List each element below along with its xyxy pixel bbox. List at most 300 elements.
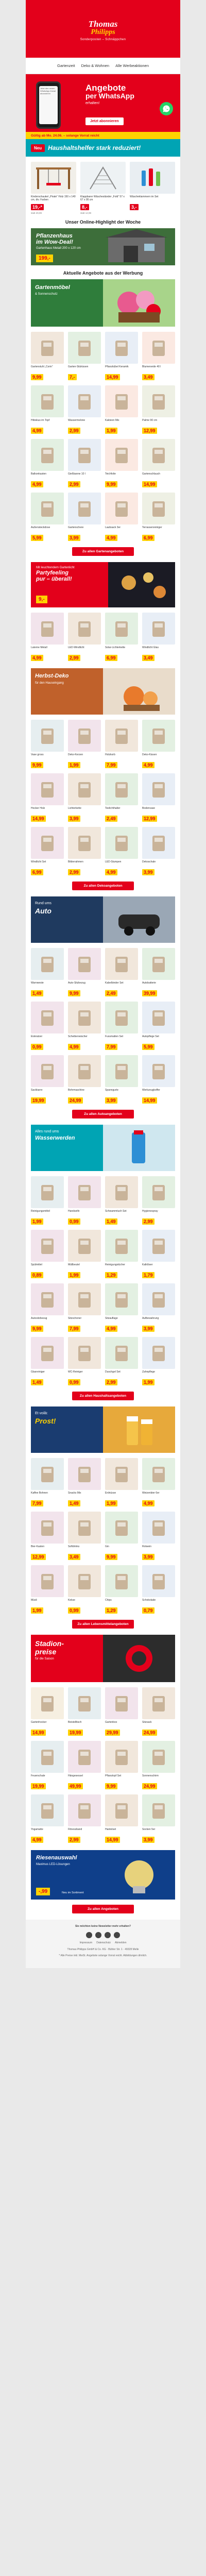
product-image (142, 1283, 175, 1315)
product-image (68, 1230, 101, 1262)
outdoor-banner[interactable]: Stadion- preise für die Saison (31, 1635, 175, 1682)
product-image (142, 827, 175, 859)
product-image (31, 1687, 64, 1719)
price-tag: 3,99 (105, 1097, 117, 1104)
product-image (68, 827, 101, 859)
price-tag: 199,- (36, 255, 53, 262)
product-image (31, 1002, 64, 1033)
header (26, 0, 180, 58)
product-card[interactable]: Deko-Kissen 4,99 (142, 720, 175, 769)
product-card[interactable]: Laubsack 3er 4,99 (105, 493, 138, 542)
product-image (105, 1337, 138, 1369)
product-card[interactable]: Warnweste 1,49 (31, 948, 64, 997)
product-image (80, 162, 126, 194)
price-tag: 14,99 (31, 816, 46, 822)
price-tag: 4,99 (31, 428, 43, 434)
product-card[interactable]: Schokolade 0,79 (142, 1565, 175, 1615)
nav-item[interactable]: Deko & Wohnen (81, 63, 110, 68)
youtube-icon[interactable] (105, 1932, 111, 1938)
product-image (142, 773, 175, 805)
instagram-icon[interactable] (95, 1932, 101, 1938)
cta-button[interactable]: Zu allen Angeboten (72, 1905, 134, 1913)
product-image (142, 1687, 175, 1719)
product-image (68, 1512, 101, 1544)
price-tag: 0,99 (68, 1379, 80, 1385)
product-card[interactable]: Palme 90 cm 12,99 (142, 385, 175, 435)
product-image (31, 1458, 64, 1490)
product-card[interactable]: Müsli 1,99 (31, 1565, 64, 1615)
product-card[interactable]: Wassermelone 2,99 (68, 385, 101, 435)
product-image (142, 1741, 175, 1773)
product-image (31, 948, 64, 980)
deko-banner[interactable]: Herbst-Deko für den Hauseingang (31, 668, 175, 715)
hero-subtitle-2: erhalten! (85, 101, 100, 106)
product-image (68, 493, 101, 524)
price-tag: 0,79 (142, 1607, 154, 1614)
product-image (68, 773, 101, 805)
product-image (105, 1176, 138, 1208)
section-title: Unser Online-Highlight der Woche (65, 219, 141, 225)
product-card[interactable]: Holzkorb 7,99 (105, 720, 138, 769)
product-image (105, 720, 138, 752)
price-tag: 29,99 (105, 1730, 120, 1736)
price-tag: 4,99 (31, 655, 43, 661)
product-card[interactable]: WC-Reiniger 0,99 (68, 1337, 101, 1386)
price-tag: 3,49 (142, 655, 154, 661)
product-card[interactable]: Deko-Kerzen 1,99 (68, 720, 101, 769)
product-card[interactable]: Laterne Metall 4,99 (31, 613, 64, 662)
teal-promo-bar[interactable] (26, 139, 180, 157)
product-grid (26, 1507, 180, 1561)
product-image (142, 1565, 175, 1597)
product-image (105, 439, 138, 471)
product-card[interactable]: Erdnüsse 1,99 (105, 1458, 138, 1507)
product-card[interactable]: Gartenstuhl „Corin“ 9,99 (31, 332, 64, 381)
price-tag: 2,99 (68, 869, 80, 875)
product-card[interactable]: Eiskratzer 0,99 (31, 1002, 64, 1051)
product-image (68, 613, 101, 645)
svg-text:Thomas: Thomas (88, 19, 118, 29)
product-image (68, 1741, 101, 1773)
price-tag: 9,99 (31, 1326, 43, 1332)
product-image (31, 385, 64, 417)
product-grid (26, 488, 180, 542)
product-card[interactable]: Balkonkasten 4,99 (31, 439, 64, 488)
product-card[interactable]: Müllbeutel 1,99 (68, 1230, 101, 1279)
price-tag: 14,99 (105, 1837, 120, 1843)
product-card[interactable]: Bilderrahmen 2,99 (68, 827, 101, 876)
product-image (68, 332, 101, 364)
price-tag: 12,99 (142, 816, 157, 822)
product-image (130, 162, 175, 194)
price-tag: 1,49 (68, 1500, 80, 1506)
product-image (105, 1055, 138, 1087)
product-card[interactable]: Scheibenwischer 4,99 (68, 1002, 101, 1051)
product-image (31, 1794, 64, 1826)
price-tag: 1,99 (105, 428, 117, 434)
price-tag: 6,99 (142, 535, 154, 541)
top-products (26, 157, 180, 214)
highlight-banner[interactable]: Pflanzenhaus im Wow-Deal! Gartenhaus Metall 200 x 120 cm 199,- (31, 228, 175, 265)
product-card[interactable]: Bohrmaschine 24,99 (68, 1055, 101, 1105)
price-tag: 1,29 (105, 1272, 117, 1278)
product-image (31, 827, 64, 859)
product-card[interactable]: Bodenvase 12,99 (142, 773, 175, 823)
price-tag: 12,99 (142, 428, 157, 434)
product-card[interactable]: Gartenschere 3,99 (68, 493, 101, 542)
price-tag: 7,- (68, 374, 77, 380)
product-card[interactable]: Beistelltisch 19,99 (68, 1687, 101, 1737)
product-image (31, 439, 64, 471)
product-image (142, 1337, 175, 1369)
price-tag: 4,99 (105, 869, 117, 875)
product-card[interactable]: Autopflege Set 5,99 (142, 1002, 175, 1051)
party-banner[interactable]: Mit leuchtendem Gartenlicht Partyfeeling pur – überall! 9,- (31, 562, 175, 607)
price-tag: 9,99 (105, 1783, 117, 1789)
product-card[interactable]: Zahnpflege 1,99 (142, 1337, 175, 1386)
product-card[interactable]: Werkzeugkoffer 14,99 (142, 1055, 175, 1105)
whatsapp-hero-banner[interactable] (26, 74, 180, 132)
price-tag: 9,99 (31, 762, 43, 768)
product-card[interactable]: Gießkanne 10 l 2,99 (68, 439, 101, 488)
product-image (68, 385, 101, 417)
price-tag: 0,99 (68, 1218, 80, 1225)
product-grid (26, 823, 180, 876)
product-card[interactable]: Aufbewahrung 3,99 (142, 1283, 175, 1333)
product-card[interactable]: Yogamatte 4,99 (31, 1794, 64, 1844)
whatsapp-icon (160, 102, 173, 115)
product-grid (26, 1226, 180, 1279)
price-tag: 3,99 (142, 1326, 154, 1332)
product-image (105, 773, 138, 805)
product-card[interactable]: Weizenbier 6er 4,99 (142, 1458, 175, 1507)
product-card[interactable]: Teelichthalter 2,49 (105, 773, 138, 823)
price-tag: 4,99 (142, 762, 154, 768)
product-card[interactable]: Sackkarre 19,99 (31, 1055, 64, 1105)
price-tag: 2,49 (105, 816, 117, 822)
price-tag: 24,99 (142, 1783, 157, 1789)
product-image (105, 1512, 138, 1544)
product-image (142, 1230, 175, 1262)
brand-logo[interactable] (76, 16, 130, 37)
price-tag: 0,89 (31, 1272, 43, 1278)
price-tag: 1,49 (105, 1218, 117, 1225)
product-grid (26, 1279, 180, 1333)
product-grid (26, 381, 180, 435)
new-pill: Neu (31, 144, 45, 152)
product-card[interactable]: Kalklöser 1,79 (142, 1230, 175, 1279)
product-image (31, 1283, 64, 1315)
product-card[interactable]: Kinderschaukel „Pirate“ Holz 150 x 140 cm, div. Farben 19,-* statt 29,99 (31, 162, 76, 214)
product-card[interactable]: Glasreiniger 1,49 (31, 1337, 64, 1386)
product-card[interactable]: Chips 1,29 (105, 1565, 138, 1615)
price-tag: 4,99 (31, 1837, 43, 1843)
product-card[interactable]: Pflanztopf Set 9,99 (105, 1741, 138, 1790)
product-card[interactable]: Autositzbezug 9,99 (31, 1283, 64, 1333)
product-card[interactable]: Rotwein 3,99 (142, 1512, 175, 1561)
product-card[interactable]: Gin 9,99 (105, 1512, 138, 1561)
product-image (31, 1337, 64, 1369)
product-image (31, 1176, 64, 1208)
price-tag: 14,99 (105, 374, 120, 380)
home-banner[interactable]: Alles rund ums Wasserwerden (31, 1125, 175, 1171)
product-grid (26, 1561, 180, 1615)
price-tag: 3,99 (142, 1837, 154, 1843)
price-tag: 7,99 (105, 762, 117, 768)
price-tag: 3,99 (142, 1554, 154, 1560)
price-tag: 9,99 (105, 1554, 117, 1560)
led-banner[interactable]: Riesenauswahl Maximus LED-Lösungen -,99 Neu im Sortiment (31, 1850, 175, 1900)
product-image (142, 439, 175, 471)
product-card[interactable]: Sitzauflage 4,99 (105, 1283, 138, 1333)
product-card[interactable]: Sitzschoner 7,99 (68, 1283, 101, 1333)
product-card[interactable]: Sonnenschirm 24,99 (142, 1741, 175, 1790)
product-image (31, 162, 76, 194)
price-tag: 2,99 (68, 481, 80, 487)
product-image (142, 1176, 175, 1208)
cta-button[interactable]: Zu allen Haushaltsangeboten (72, 1392, 134, 1400)
product-grid (26, 1333, 180, 1386)
product-image (142, 1512, 175, 1544)
product-card[interactable]: Pflanzkübel Keramik 14,99 (105, 332, 138, 381)
price-tag: 9,- (36, 596, 47, 603)
price-tag: 19,99 (68, 1730, 83, 1736)
price-tag: 7,99 (105, 1044, 117, 1050)
product-card[interactable]: Fussmatten Set 7,99 (105, 1002, 138, 1051)
price-tag: 1,29 (105, 1607, 117, 1614)
product-grid (26, 997, 180, 1051)
price-tag: 1,79 (142, 1272, 154, 1278)
product-grid (26, 1737, 180, 1790)
price-tag: 9,99 (68, 990, 80, 996)
product-card[interactable]: Windlicht Set 6,99 (31, 827, 64, 876)
price-tag: 4,99 (68, 1044, 80, 1050)
price-tag: 9,99 (105, 481, 117, 487)
product-image (68, 948, 101, 980)
product-image (68, 1176, 101, 1208)
product-grid (26, 607, 180, 662)
product-card[interactable]: Gartenhocker 14,99 (31, 1687, 64, 1737)
product-grid (26, 1171, 180, 1226)
price-tag: 4,99 (142, 1500, 154, 1506)
product-card[interactable]: Solar-Lichterkette 6,99 (105, 613, 138, 662)
product-image (142, 385, 175, 417)
price-tag: 39,99 (142, 990, 157, 996)
price-tag: 19,99 (31, 1097, 46, 1104)
product-card[interactable]: Klappbarer Wäscheständer „Fold“ 57 x 67 x 95 cm 8,- statt 12,99 (80, 162, 126, 214)
product-card[interactable]: LED-Windlicht 2,99 (68, 613, 101, 662)
newsletter (26, 0, 180, 1968)
product-card[interactable]: Reinigungstücher 1,29 (105, 1230, 138, 1279)
price-tag: 5,99 (31, 535, 43, 541)
product-card[interactable]: Gartenbox 29,99 (105, 1687, 138, 1737)
footer-link[interactable]: Impressum (79, 1941, 93, 1944)
hero-subtitle: per WhatsApp (85, 92, 134, 100)
product-grid (26, 435, 180, 488)
product-image (142, 948, 175, 980)
product-card[interactable]: Wäscheklammern im Set 3,- (130, 162, 175, 214)
whatsapp-icon[interactable] (114, 1932, 120, 1938)
product-card[interactable]: Blumenerde 40 l 3,49 (142, 332, 175, 381)
price-tag: 6,99 (31, 869, 43, 875)
promo-strip: Gültig ab Mo. 24.06. – solange Vorrat reicht (26, 132, 180, 139)
product-image (142, 332, 175, 364)
price-tag: 5,99 (142, 1044, 154, 1050)
price-tag: -,99 (36, 1888, 50, 1895)
product-card[interactable]: Fitnessband 2,99 (68, 1794, 101, 1844)
price-tag: 3,49 (68, 1554, 80, 1560)
product-image (105, 1565, 138, 1597)
product-image (68, 1337, 101, 1369)
price-tag: 3,49 (142, 374, 154, 380)
price-tag: 4,99 (105, 535, 117, 541)
product-card[interactable]: Außensteckdose 5,99 (31, 493, 64, 542)
cta-button[interactable]: Zu allen Dekoangeboten (72, 882, 134, 890)
product-grid (26, 1682, 180, 1737)
price-tag: 14,99 (142, 481, 157, 487)
nav-item[interactable]: Alle Werbeaktionen (115, 63, 149, 68)
product-grid (26, 1051, 180, 1105)
price-tag: 19,-* (31, 204, 44, 210)
product-card[interactable]: Feuerschale 19,99 (31, 1741, 64, 1790)
price-tag: 24,99 (142, 1730, 157, 1736)
subscribe-button[interactable]: Jetzt abonnieren (85, 117, 124, 125)
price-tag: 2,99 (142, 1218, 154, 1225)
product-image (142, 493, 175, 524)
teal-bar-text: Haushaltshelfer stark reduziert! (48, 144, 141, 151)
product-card[interactable]: Spülmittel 0,89 (31, 1230, 64, 1279)
product-image (105, 948, 138, 980)
product-card[interactable]: LED-Stumpen 4,99 (105, 827, 138, 876)
product-image (105, 1794, 138, 1826)
product-card[interactable]: Kakteen Mix 1,99 (105, 385, 138, 435)
product-card[interactable]: Duschgel Set 2,99 (105, 1337, 138, 1386)
price-tag: 3,99 (68, 816, 80, 822)
price-tag: 1,99 (68, 1272, 80, 1278)
tagline: Sonderposten – Schnäppchen (80, 38, 126, 41)
product-image (105, 827, 138, 859)
product-image (105, 332, 138, 364)
product-image (105, 385, 138, 417)
product-grid (26, 1790, 180, 1844)
product-card[interactable]: Bier-Kasten 12,99 (31, 1512, 64, 1561)
facebook-icon[interactable] (86, 1932, 92, 1938)
price-tag: 7,99 (68, 1326, 80, 1332)
product-card[interactable]: Kekse 0,99 (68, 1565, 101, 1615)
product-image (105, 1230, 138, 1262)
footer-link[interactable]: Abmelden (115, 1941, 127, 1944)
price-tag: 3,99 (142, 869, 154, 875)
garden-image (103, 279, 175, 327)
price-tag: 1,99 (31, 1218, 43, 1225)
product-grid (26, 327, 180, 381)
product-image (142, 720, 175, 752)
auto-image (103, 896, 175, 943)
footer-link[interactable]: Datenschutz (96, 1941, 111, 1944)
social-icons (31, 1932, 175, 1938)
cta-button[interactable]: Zu allen Gartenangeboten (72, 547, 134, 556)
product-card[interactable]: Hibiskus im Topf 4,99 (31, 385, 64, 435)
cta-button[interactable]: Zu allen Autoangeboten (72, 1110, 134, 1118)
cta-button[interactable]: Zu allen Lebensmittelangeboten (72, 1620, 134, 1629)
product-card[interactable]: Hygienespray 2,99 (142, 1176, 175, 1226)
product-card[interactable]: Sitzsack 24,99 (142, 1687, 175, 1737)
price-tag: 19,99 (31, 1783, 46, 1789)
price-tag: 0,99 (31, 1044, 43, 1050)
product-card[interactable]: Garten-Sitzkissen 7,- (68, 332, 101, 381)
product-card[interactable]: Hantelset 14,99 (105, 1794, 138, 1844)
product-image (105, 1741, 138, 1773)
footer: Sie möchten keine Newsletter mehr erhalten? Impressum Datenschutz Abmelden Thomas Philipps GmbH & Co. KG · Bühler Str. 1 · 49328 Melle * Alle Preise inkl. MwSt. Angebote solange Vorrat reicht. Abbildungen ähnlich. (26, 1920, 180, 1968)
product-card[interactable]: Vase gross 9,99 (31, 720, 64, 769)
nav-item[interactable]: Gartenzeit (57, 63, 75, 68)
product-card[interactable]: Autobatterie 39,99 (142, 948, 175, 997)
product-image (105, 1687, 138, 1719)
product-card[interactable]: Teichfolie 9,99 (105, 439, 138, 488)
product-card[interactable]: Handseife 0,99 (68, 1176, 101, 1226)
garden-banner[interactable]: Gartenmöbel & Sonnenschutz (31, 279, 175, 327)
price-tag: 7,99 (31, 1500, 43, 1506)
outdoor-image (103, 1635, 175, 1682)
price-tag: 24,99 (68, 1097, 83, 1104)
product-card[interactable]: Auto-Sitzbezug 9,99 (68, 948, 101, 997)
product-card[interactable]: Lichterkette 3,99 (68, 773, 101, 823)
product-image (31, 1741, 64, 1773)
price-tag: 1,49 (31, 1379, 43, 1385)
product-card[interactable]: Softdrinks 3,49 (68, 1512, 101, 1561)
product-image (142, 1055, 175, 1087)
product-image (68, 1055, 101, 1087)
product-card[interactable]: Reinigungsmittel 1,99 (31, 1176, 64, 1226)
product-image (105, 613, 138, 645)
product-card[interactable]: Kabelbinder Set 2,49 (105, 948, 138, 997)
product-image (31, 332, 64, 364)
section-title: Aktuelle Angebote aus der Werbung (63, 270, 143, 276)
price-tag: 3,99 (68, 535, 80, 541)
product-image (68, 1458, 101, 1490)
product-grid (26, 715, 180, 769)
product-image (31, 1565, 64, 1597)
product-image (142, 613, 175, 645)
product-card[interactable]: Hängesessel 49,99 (68, 1741, 101, 1790)
price-tag: 14,99 (142, 1097, 157, 1104)
price-tag: 12,99 (31, 1554, 46, 1560)
price-tag: 1,99 (31, 1607, 43, 1614)
product-image (68, 1283, 101, 1315)
product-image (142, 1002, 175, 1033)
auto-banner[interactable]: Rund ums Auto (31, 896, 175, 943)
product-card[interactable]: Schwammtuch Set 1,49 (105, 1176, 138, 1226)
product-card[interactable]: Hocker Holz 14,99 (31, 773, 64, 823)
product-image (31, 1055, 64, 1087)
product-card[interactable]: Windlicht Glas 3,49 (142, 613, 175, 662)
deko-image (103, 668, 175, 715)
food-banner[interactable]: Et voilà: Prost! (31, 1406, 175, 1453)
price-tag: 1,99 (68, 762, 80, 768)
product-card[interactable]: Dekoschale 3,99 (142, 827, 175, 876)
product-card[interactable]: Socken 5er 3,99 (142, 1794, 175, 1844)
product-card[interactable]: Gartenschlauch 14,99 (142, 439, 175, 488)
price-tag: 1,49 (31, 990, 43, 996)
home-image (103, 1125, 175, 1171)
product-card[interactable]: Terrassenreiniger 6,99 (142, 493, 175, 542)
product-card[interactable]: Snacks Mix 1,49 (68, 1458, 101, 1507)
price-tag: 2,99 (105, 1379, 117, 1385)
price-tag: 0,99 (68, 1607, 80, 1614)
product-card[interactable]: Kaffee Bohnen 7,99 (31, 1458, 64, 1507)
hero-title: Angebote (85, 83, 126, 93)
product-card[interactable]: Spanngurte 3,99 (105, 1055, 138, 1105)
